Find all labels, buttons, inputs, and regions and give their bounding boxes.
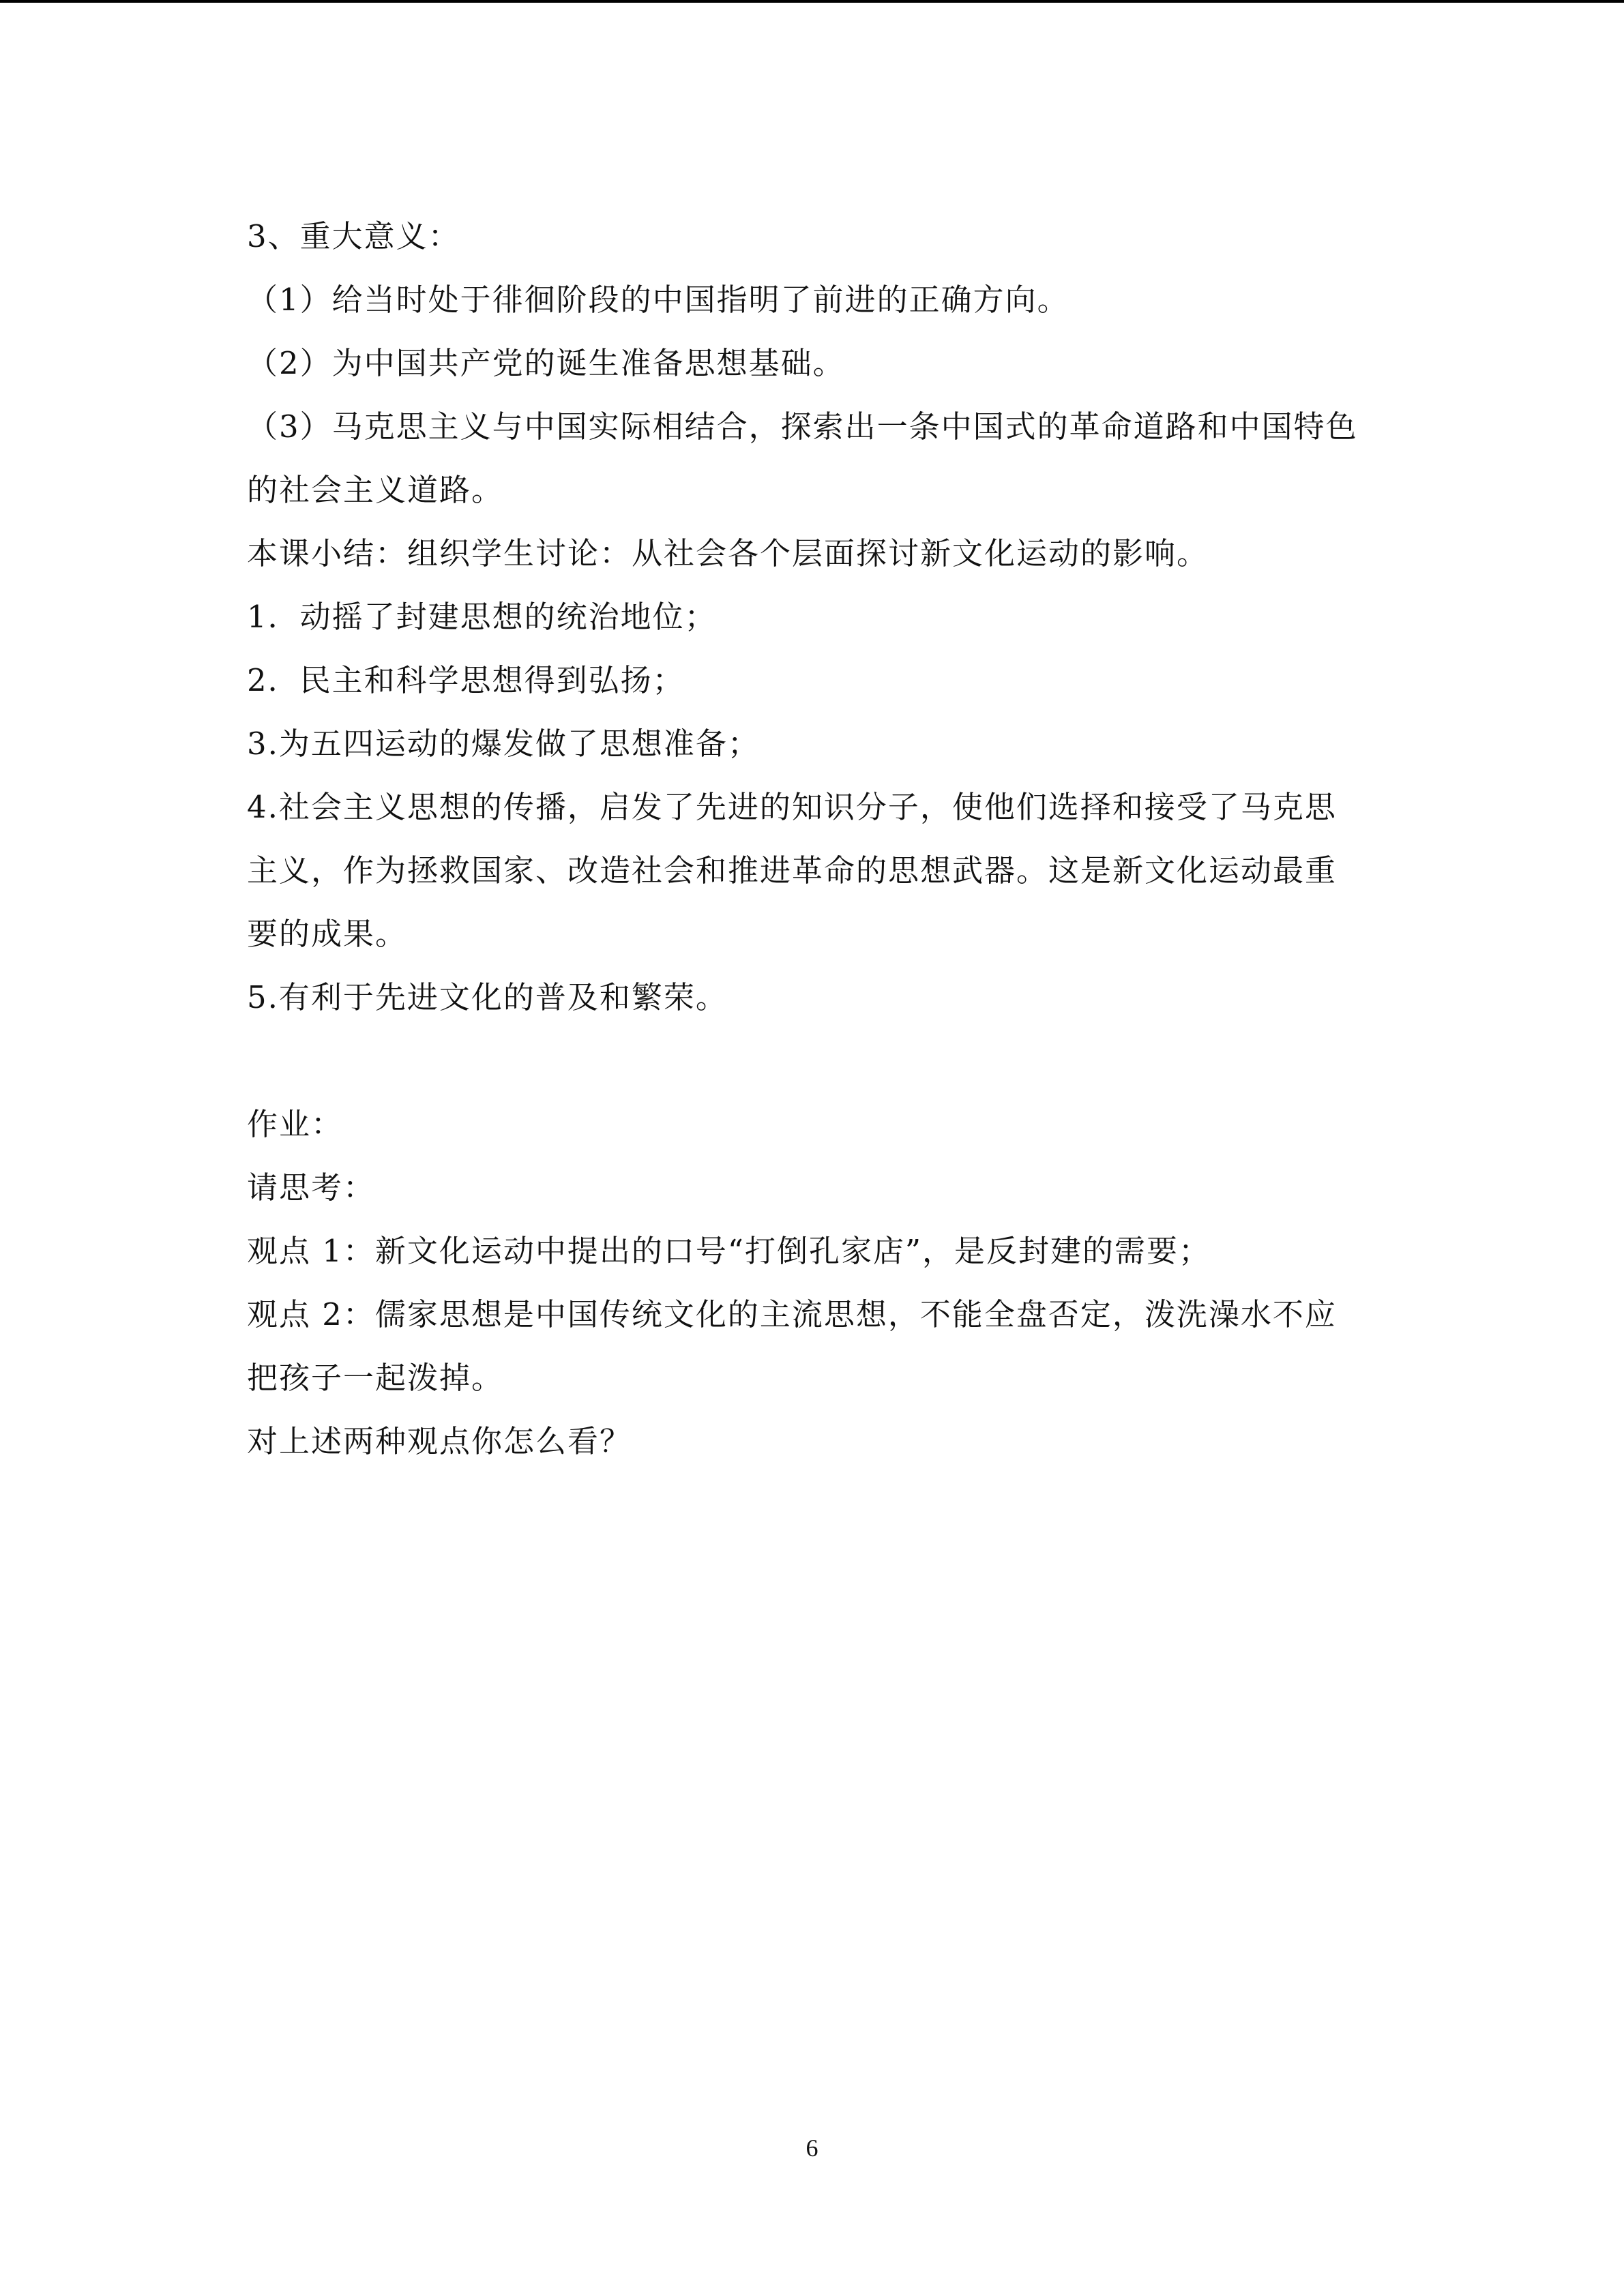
page-number: 6 <box>806 2134 818 2162</box>
summary-item-1: 1．动摇了封建思想的统治地位； <box>247 599 717 635</box>
page-top-border <box>0 0 1624 3</box>
viewpoint-2-continued: 把孩子一起泼掉。 <box>247 1360 504 1396</box>
summary-item-2: 2．民主和科学思想得到弘扬； <box>247 662 685 698</box>
document-body <box>247 205 1393 1473</box>
summary-item-3: 3.为五四运动的爆发做了思想准备； <box>247 726 760 762</box>
homework-prompt: 请思考： <box>247 1169 376 1206</box>
paragraph-gap <box>247 1029 1393 1092</box>
significance-item-2: （2）为中国共产党的诞生准备思想基础。 <box>247 345 845 381</box>
summary-item-4: 4.社会主义思想的传播，启发了先进的知识分子，使他们选择和接受了马克思 <box>247 789 1337 825</box>
viewpoint-2: 观点 2：儒家思想是中国传统文化的主流思想，不能全盘否定，泼洗澡水不应 <box>247 1296 1337 1332</box>
significance-item-1: （1）给当时处于徘徊阶段的中国指明了前进的正确方向。 <box>247 282 1069 318</box>
summary-item-5: 5.有利于先进文化的普及和繁荣。 <box>247 979 728 1015</box>
homework-question: 对上述两种观点你怎么看？ <box>247 1423 632 1459</box>
lesson-summary-heading: 本课小结：组织学生讨论：从社会各个层面探讨新文化运动的影响。 <box>247 535 1209 571</box>
significance-item-3-continued: 的社会主义道路。 <box>247 472 504 508</box>
homework-heading: 作业： <box>247 1106 344 1142</box>
viewpoint-1: 观点 1：新文化运动中提出的口号“打倒孔家店”，是反封建的需要； <box>247 1233 1211 1269</box>
significance-item-3: （3）马克思主义与中国实际相结合，探索出一条中国式的革命道路和中国特色 <box>247 408 1358 445</box>
summary-item-4-continued-2: 要的成果。 <box>247 916 408 952</box>
summary-item-4-continued: 主义，作为拯救国家、改造社会和推进革命的思想武器。这是新文化运动最重 <box>247 852 1338 889</box>
section-heading-significance: 3、重大意义： <box>247 218 460 254</box>
